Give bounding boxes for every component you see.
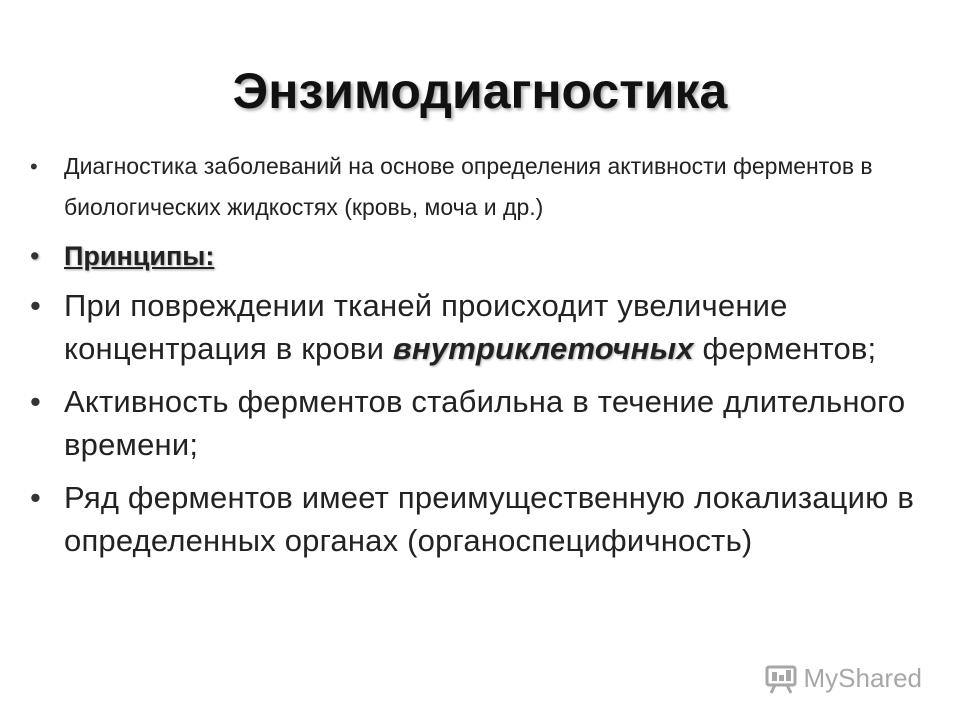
slide-title: Энзимодиагностика	[232, 63, 728, 119]
watermark	[764, 663, 923, 694]
emphasis-intracellular: внутриклеточных	[392, 331, 694, 366]
bullet-definition: • Диагностика заболеваний на основе определения активности ферментов в биологических жидкостях (кровь, моча и др.)	[28, 146, 943, 228]
bullet-list	[28, 140, 943, 562]
watermark-text: MyShared	[803, 663, 922, 693]
bullet-principles	[28, 238, 943, 274]
bullet-tissue-damage-text-2: ферментов;	[693, 331, 877, 366]
bullet-stability: • Активность ферментов стабильна в течение длительного времени;	[28, 380, 943, 466]
bullet-organ-specificity: • Ряд ферментов имеет преимущественную локализацию в определенных органах (органоспецифичность)	[28, 476, 943, 562]
presentation-board-icon	[764, 664, 798, 694]
bullet-tissue-damage	[28, 284, 943, 370]
principles-heading: Принципы:	[64, 241, 215, 271]
bullet-tissue-damage-text-1: При повреждении тканей происходит увеличение концентрация в крови	[64, 288, 788, 366]
